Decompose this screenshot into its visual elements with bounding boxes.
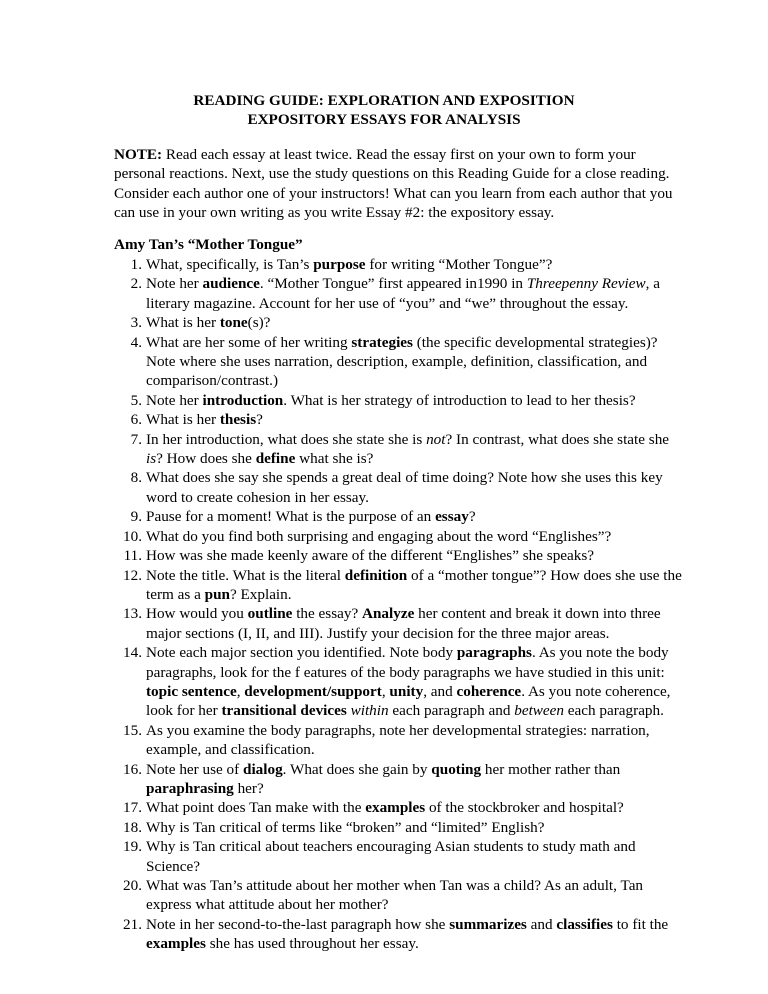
question-text: What point does Tan make with the examples of the stockbroker and hospital?	[146, 799, 624, 817]
note-label: NOTE:	[114, 146, 163, 163]
question-item	[114, 837, 684, 876]
question-text: Note the title. What is the literal definition of a “mother tongue”? How does she use the term as a pun? Explain.	[146, 566, 682, 603]
question-item	[114, 566, 684, 605]
section-title: Amy Tan’s “Mother Tongue”	[114, 236, 303, 253]
document-title-line1: READING GUIDE: EXPLORATION AND EXPOSITION	[193, 92, 575, 109]
question-text: How was she made keenly aware of the different “Englishes” she speaks?	[146, 547, 595, 565]
document-title-line2: EXPOSITORY ESSAYS FOR ANALYSIS	[247, 111, 521, 128]
question-item	[114, 760, 684, 799]
question-number: 13.	[123, 605, 142, 623]
question-number: 1.	[130, 256, 142, 273]
question-item	[114, 643, 684, 721]
question-number: 17.	[123, 799, 142, 817]
question-number: 7.	[130, 430, 142, 448]
question-number: 16.	[123, 760, 142, 778]
question-text: What, specifically, is Tan’s purpose for writing “Mother Tongue”?	[146, 256, 553, 273]
question-item	[114, 313, 684, 332]
question-number: 5.	[130, 391, 142, 409]
question-item	[114, 818, 684, 837]
question-number: 10.	[123, 527, 142, 545]
question-number: 21.	[123, 915, 142, 933]
question-number: 15.	[123, 721, 142, 739]
question-item	[114, 391, 684, 410]
question-number: 3.	[130, 314, 142, 332]
question-text: Note her audience. “Mother Tongue” first appeared in1990 in Threepenny Review, a literary magazine. Account for her use of “you” and “we” throughout the essay.	[146, 275, 660, 312]
question-item	[114, 721, 684, 760]
question-item	[114, 798, 684, 817]
question-item	[114, 527, 684, 546]
question-item	[114, 468, 684, 507]
question-text: Note in her second-to-the-last paragraph how she summarizes and classifies to fit the examples she has used throughout her essay.	[146, 915, 669, 953]
question-number: 4.	[130, 333, 142, 351]
question-item	[114, 430, 684, 469]
question-text: What is her tone(s)?	[146, 314, 271, 332]
question-list	[114, 255, 684, 954]
question-item	[114, 546, 684, 565]
question-number: 18.	[123, 818, 142, 836]
question-text: What was Tan’s attitude about her mother when Tan was a child? As an adult, Tan express what attitude about her mother?	[146, 877, 644, 914]
question-number: 8.	[130, 469, 142, 487]
question-number: 14.	[123, 644, 142, 662]
question-text: What do you find both surprising and engaging about the word “Englishes”?	[146, 527, 612, 545]
question-number: 12.	[123, 566, 142, 584]
question-text: What is her thesis?	[146, 411, 263, 429]
question-item	[114, 274, 684, 313]
question-number: 11.	[123, 547, 142, 565]
question-text: Note her introduction. What is her strategy of introduction to lead to her thesis?	[146, 391, 636, 409]
question-number: 20.	[123, 877, 142, 894]
question-item	[114, 255, 684, 274]
question-text: Pause for a moment! What is the purpose of an essay?	[146, 508, 476, 526]
question-number: 9.	[130, 508, 142, 526]
question-text: How would you outline the essay? Analyze her content and break it down into three major sections (I, II, and III). Justify your decision for the three major areas.	[146, 605, 661, 642]
question-text: What does she say she spends a great deal of time doing? Note how she uses this key word to create cohesion in her essay.	[146, 469, 663, 506]
note-text: Read each essay at least twice. Read the essay first on your own to form your personal reactions. Next, use the study questions on this Reading Guide for a close reading. Consider each author one of your instructors! What can you learn from each author that you can use in your own writing as you write Essay #2: the expository essay.	[114, 146, 673, 222]
question-number: 19.	[123, 838, 142, 856]
question-item	[114, 915, 684, 954]
question-number: 2.	[130, 275, 142, 293]
question-text: Why is Tan critical about teachers encouraging Asian students to study math and Science?	[146, 838, 636, 875]
question-item	[114, 604, 684, 643]
question-text: As you examine the body paragraphs, note her developmental strategies: narration, example, and classification.	[146, 721, 650, 759]
question-item	[114, 410, 684, 429]
question-item	[114, 507, 684, 526]
question-number: 6.	[130, 411, 142, 429]
note-paragraph	[114, 145, 674, 223]
question-text: Note her use of dialog. What does she gain by quoting her mother rather than paraphrasing her?	[146, 760, 621, 797]
question-text: In her introduction, what does she state she is not? In contrast, what does she state she is? How does she define what she is?	[146, 430, 670, 468]
question-text: What are her some of her writing strategies (the specific developmental strategies)? Note where she uses narration, description, example, definition, classification, and comparison/contrast.)	[146, 333, 658, 390]
question-text: Why is Tan critical of terms like “broken” and “limited” English?	[146, 818, 545, 836]
question-item	[114, 333, 684, 391]
question-item	[114, 876, 684, 915]
question-text: Note each major section you identified. Note body paragraphs. As you note the body paragraphs, look for the f eatures of the body paragraphs we have studied in this unit: topic sentence, development/support, unity, and coherence. As you note coherence, look for her transitional devices within each paragraph and between each paragraph.	[146, 644, 671, 720]
